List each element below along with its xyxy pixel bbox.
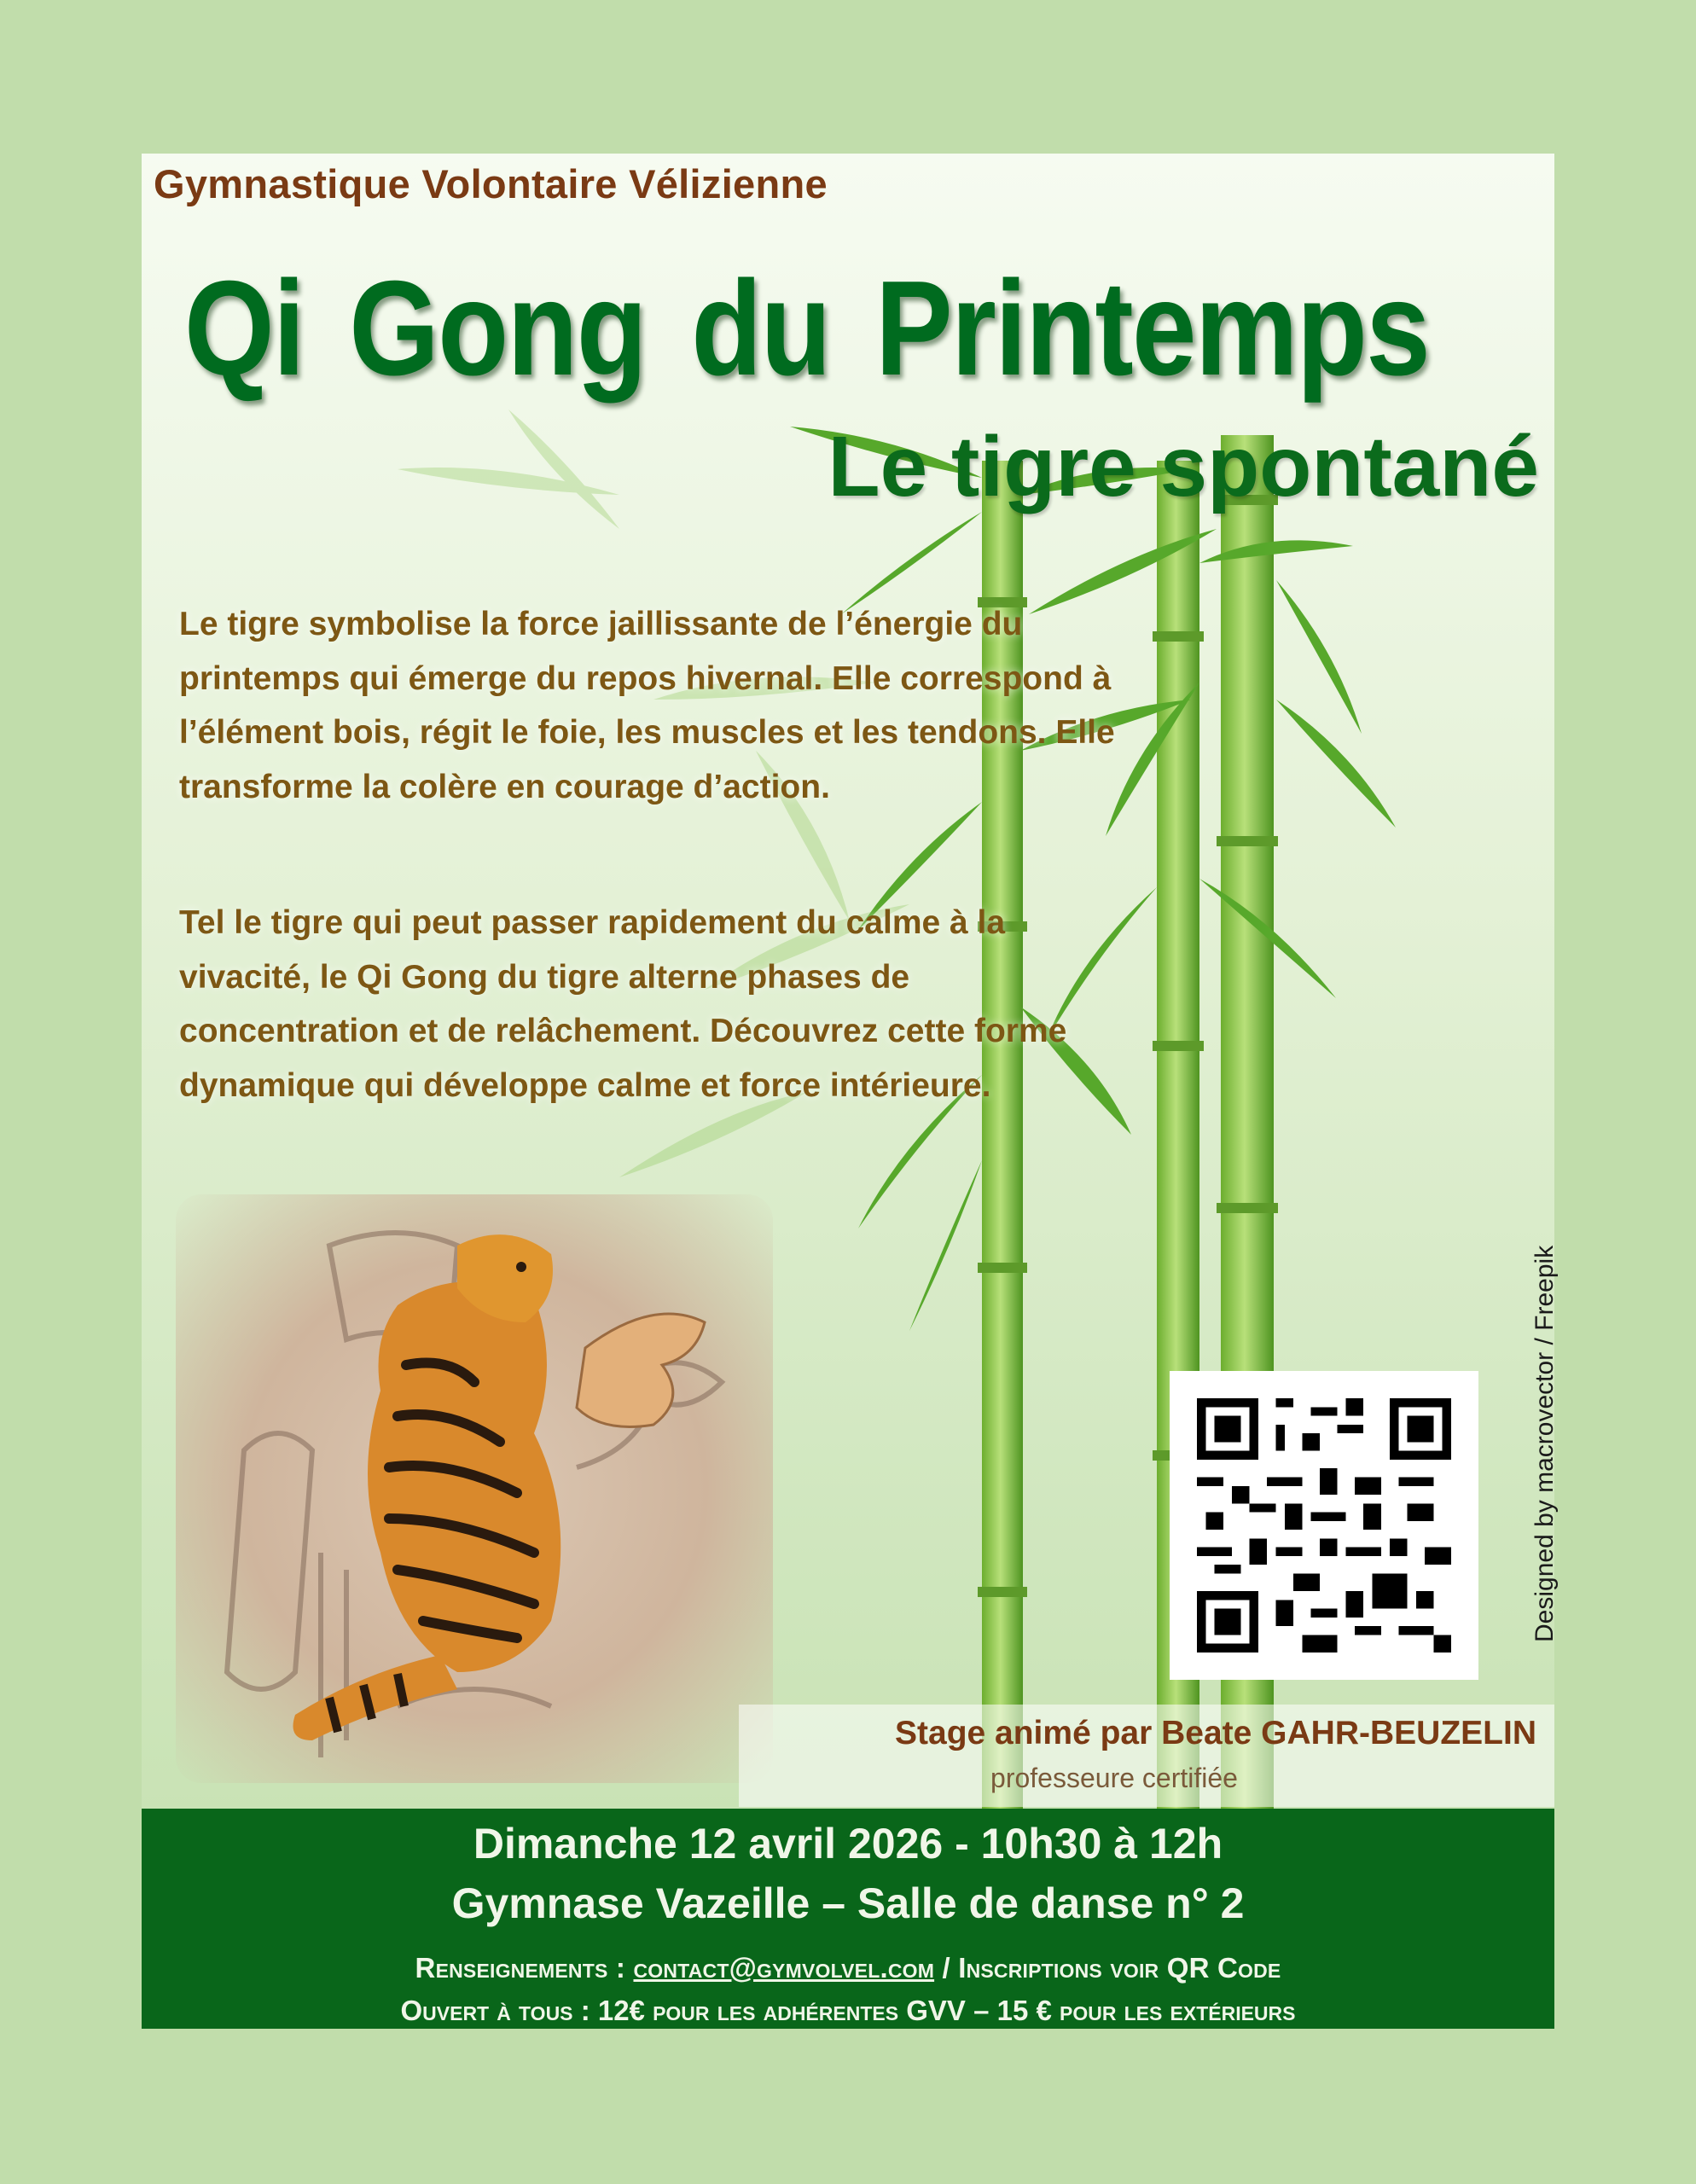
teacher-name: Stage animé par Beate GAHR-BEUZELIN xyxy=(895,1715,1536,1751)
description-paragraph-2: Tel le tigre qui peut passer rapidement du calme à la vivacité, le Qi Gong du tigre alterne phases de concentration et de relâchement. Découvrez cette forme dynamique qui développe calme et force intérieure. xyxy=(179,904,1067,1104)
contact-info xyxy=(142,1952,1554,1984)
teacher-title: professeure certifiée xyxy=(990,1763,1238,1793)
image-credit: Designed by macrovector / Freepik xyxy=(1530,1245,1559,1642)
contact-email-link[interactable]: contact@gymvolvel.com xyxy=(633,1952,935,1984)
qr-code-container[interactable] xyxy=(1170,1371,1478,1680)
description-paragraph-1: Le tigre symbolise la force jaillissante de l’énergie du printemps qui émerge du repos hivernal. Elle correspond à l’élément bois, régit le foie, les muscles et les tendons. Elle transforme la colère en courage d’action. xyxy=(179,606,1115,805)
price-info: Ouvert à tous : 12€ pour les adhérentes GVV – 15 € pour les extérieurs xyxy=(400,1995,1296,2026)
organization-name: Gymnastique Volontaire Vélizienne xyxy=(154,161,828,206)
event-location: Gymnase Vazeille – Salle de danse n° 2 xyxy=(451,1879,1245,1927)
info-suffix: / Inscriptions voir QR Code xyxy=(942,1952,1281,1984)
poster xyxy=(142,154,1559,2029)
event-date: Dimanche 12 avril 2026 - 10h30 à 12h xyxy=(473,1820,1223,1867)
page-title: Qi Gong du Printemps xyxy=(184,253,1430,404)
event-footer xyxy=(142,1809,1554,2029)
page-subtitle: Le tigre spontané xyxy=(828,419,1539,514)
qr-code-icon[interactable] xyxy=(1197,1398,1451,1653)
tiger-drawing-icon xyxy=(176,1194,773,1783)
info-prefix: Renseignements : xyxy=(415,1952,626,1984)
